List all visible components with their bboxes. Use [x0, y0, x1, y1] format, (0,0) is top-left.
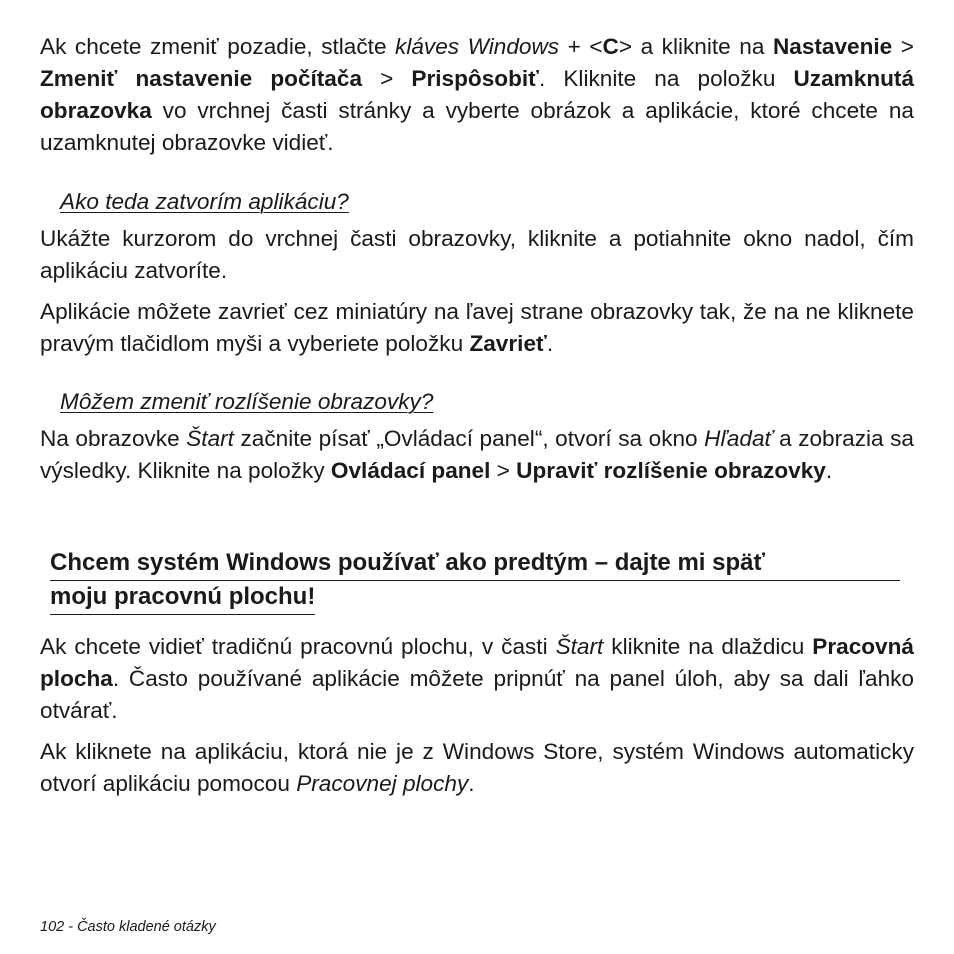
- page-footer: 102 - Často kladené otázky: [40, 919, 216, 935]
- paragraph-desktop-tile: Ak chcete vidieť tradičnú pracovnú plochu, v časti Štart kliknite na dlaždicu Pracovná plocha. Často používané aplikácie môžete pripnúť na panel úloh, aby sa dali ľahko otvárať.: [40, 634, 914, 723]
- question-change-resolution: Môžem zmeniť rozlíšenie obrazovky?: [60, 389, 434, 414]
- section-heading: [50, 547, 900, 615]
- question-close-app: Ako teda zatvorím aplikáciu?: [60, 189, 349, 214]
- paragraph-non-store-apps: Ak kliknete na aplikáciu, ktorá nie je z Windows Store, systém Windows automaticky otvorí aplikáciu pomocou Pracovnej plochy.: [40, 739, 914, 796]
- paragraph-close-app-thumbnails: Aplikácie môžete zavrieť cez miniatúry na ľavej strane obrazovky tak, že na ne kliknete pravým tlačidlom myši a vyberiete položku Zavrieť.: [40, 299, 914, 356]
- paragraph-change-background: Ak chcete zmeniť pozadie, stlačte kláves Windows + <C> a kliknite na Nastavenie > Zmeniť nastavenie počítača > Prispôsobiť. Kliknite na položku Uzamknutá obrazovka vo vrchnej časti stránky a vyberte obrázok a aplikácie, ktoré chcete na uzamknutej obrazovke vidieť.: [40, 34, 915, 155]
- section-heading-line-2: moju pracovnú plochu!: [50, 581, 315, 615]
- paragraph-close-app-drag: Ukážte kurzorom do vrchnej časti obrazovky, kliknite a potiahnite okno nadol, čím aplikáciu zatvoríte.: [40, 226, 914, 283]
- paragraph-change-resolution: Na obrazovke Štart začnite písať „Ovládací panel“, otvorí sa okno Hľadať a zobrazia sa výsledky. Kliknite na položky Ovládací panel > Upraviť rozlíšenie obrazovky.: [40, 426, 914, 483]
- section-heading-line-1: Chcem systém Windows používať ako predtým – dajte mi späť: [50, 547, 900, 581]
